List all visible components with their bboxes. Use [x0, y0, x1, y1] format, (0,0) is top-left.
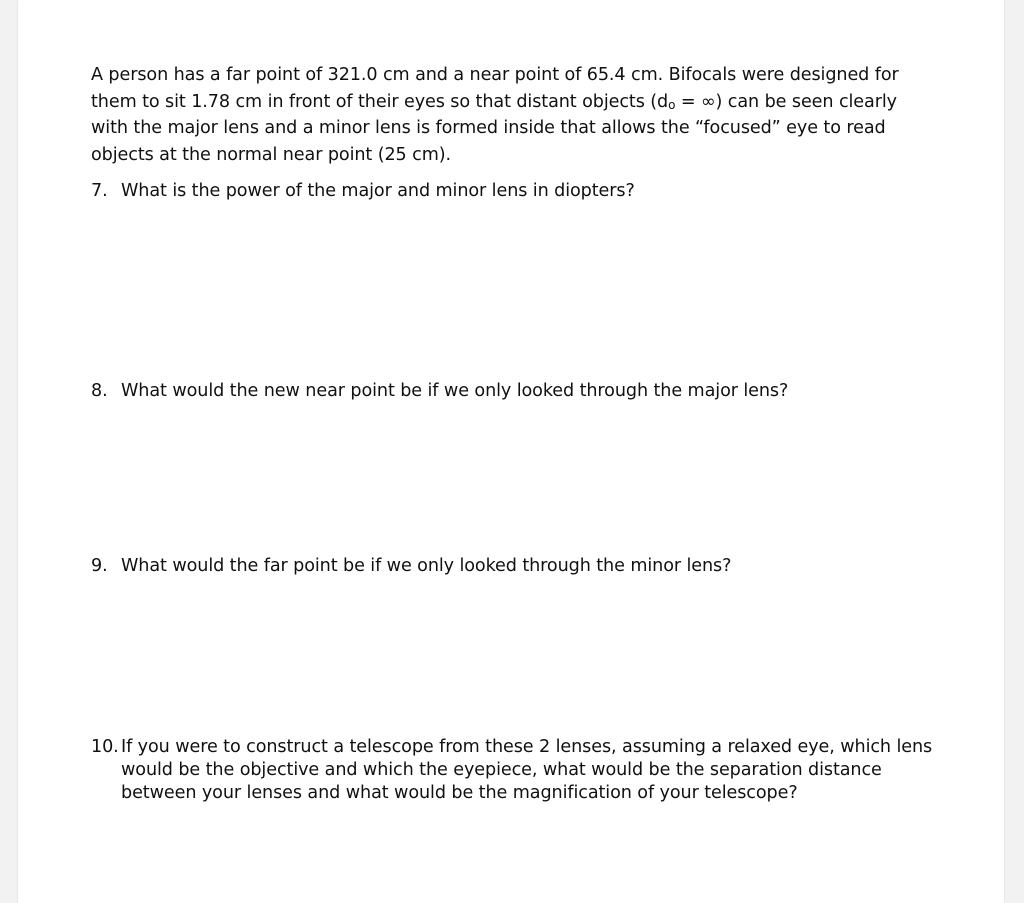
question-number: 9. [91, 556, 108, 576]
question-text: What would the new near point be if we only looked through the major lens? [121, 381, 789, 401]
question-10 [91, 736, 941, 805]
question-number: 7. [91, 181, 108, 201]
intro-text-part1: A person has a far point of 321.0 cm and a near point of 65.4 cm. Bifocals were designed for them to sit 1.78 cm in front of their eyes so that distant objects (d [91, 65, 899, 112]
question-text: What would the far point be if we only looked through the minor lens? [121, 556, 732, 576]
question-9 [91, 555, 941, 578]
document-page [18, 0, 1004, 903]
question-number: 8. [91, 381, 108, 401]
question-text: What is the power of the major and minor lens in diopters? [121, 181, 635, 201]
question-8 [91, 380, 941, 403]
question-text: If you were to construct a telescope from these 2 lenses, assuming a relaxed eye, which lens would be the objective and which the eyepiece, what would be the separation distance between your lenses and what would be the magnification of your telescope? [121, 737, 933, 803]
question-number: 10. [91, 737, 119, 757]
problem-intro [91, 62, 936, 168]
intro-subscript: o [668, 97, 676, 112]
intro-text-part2: = ∞) can be seen clearly with the major lens and a minor lens is formed inside that allows the “focused” eye to read objects at the normal near point (25 cm). [91, 91, 897, 165]
question-7 [91, 180, 941, 203]
